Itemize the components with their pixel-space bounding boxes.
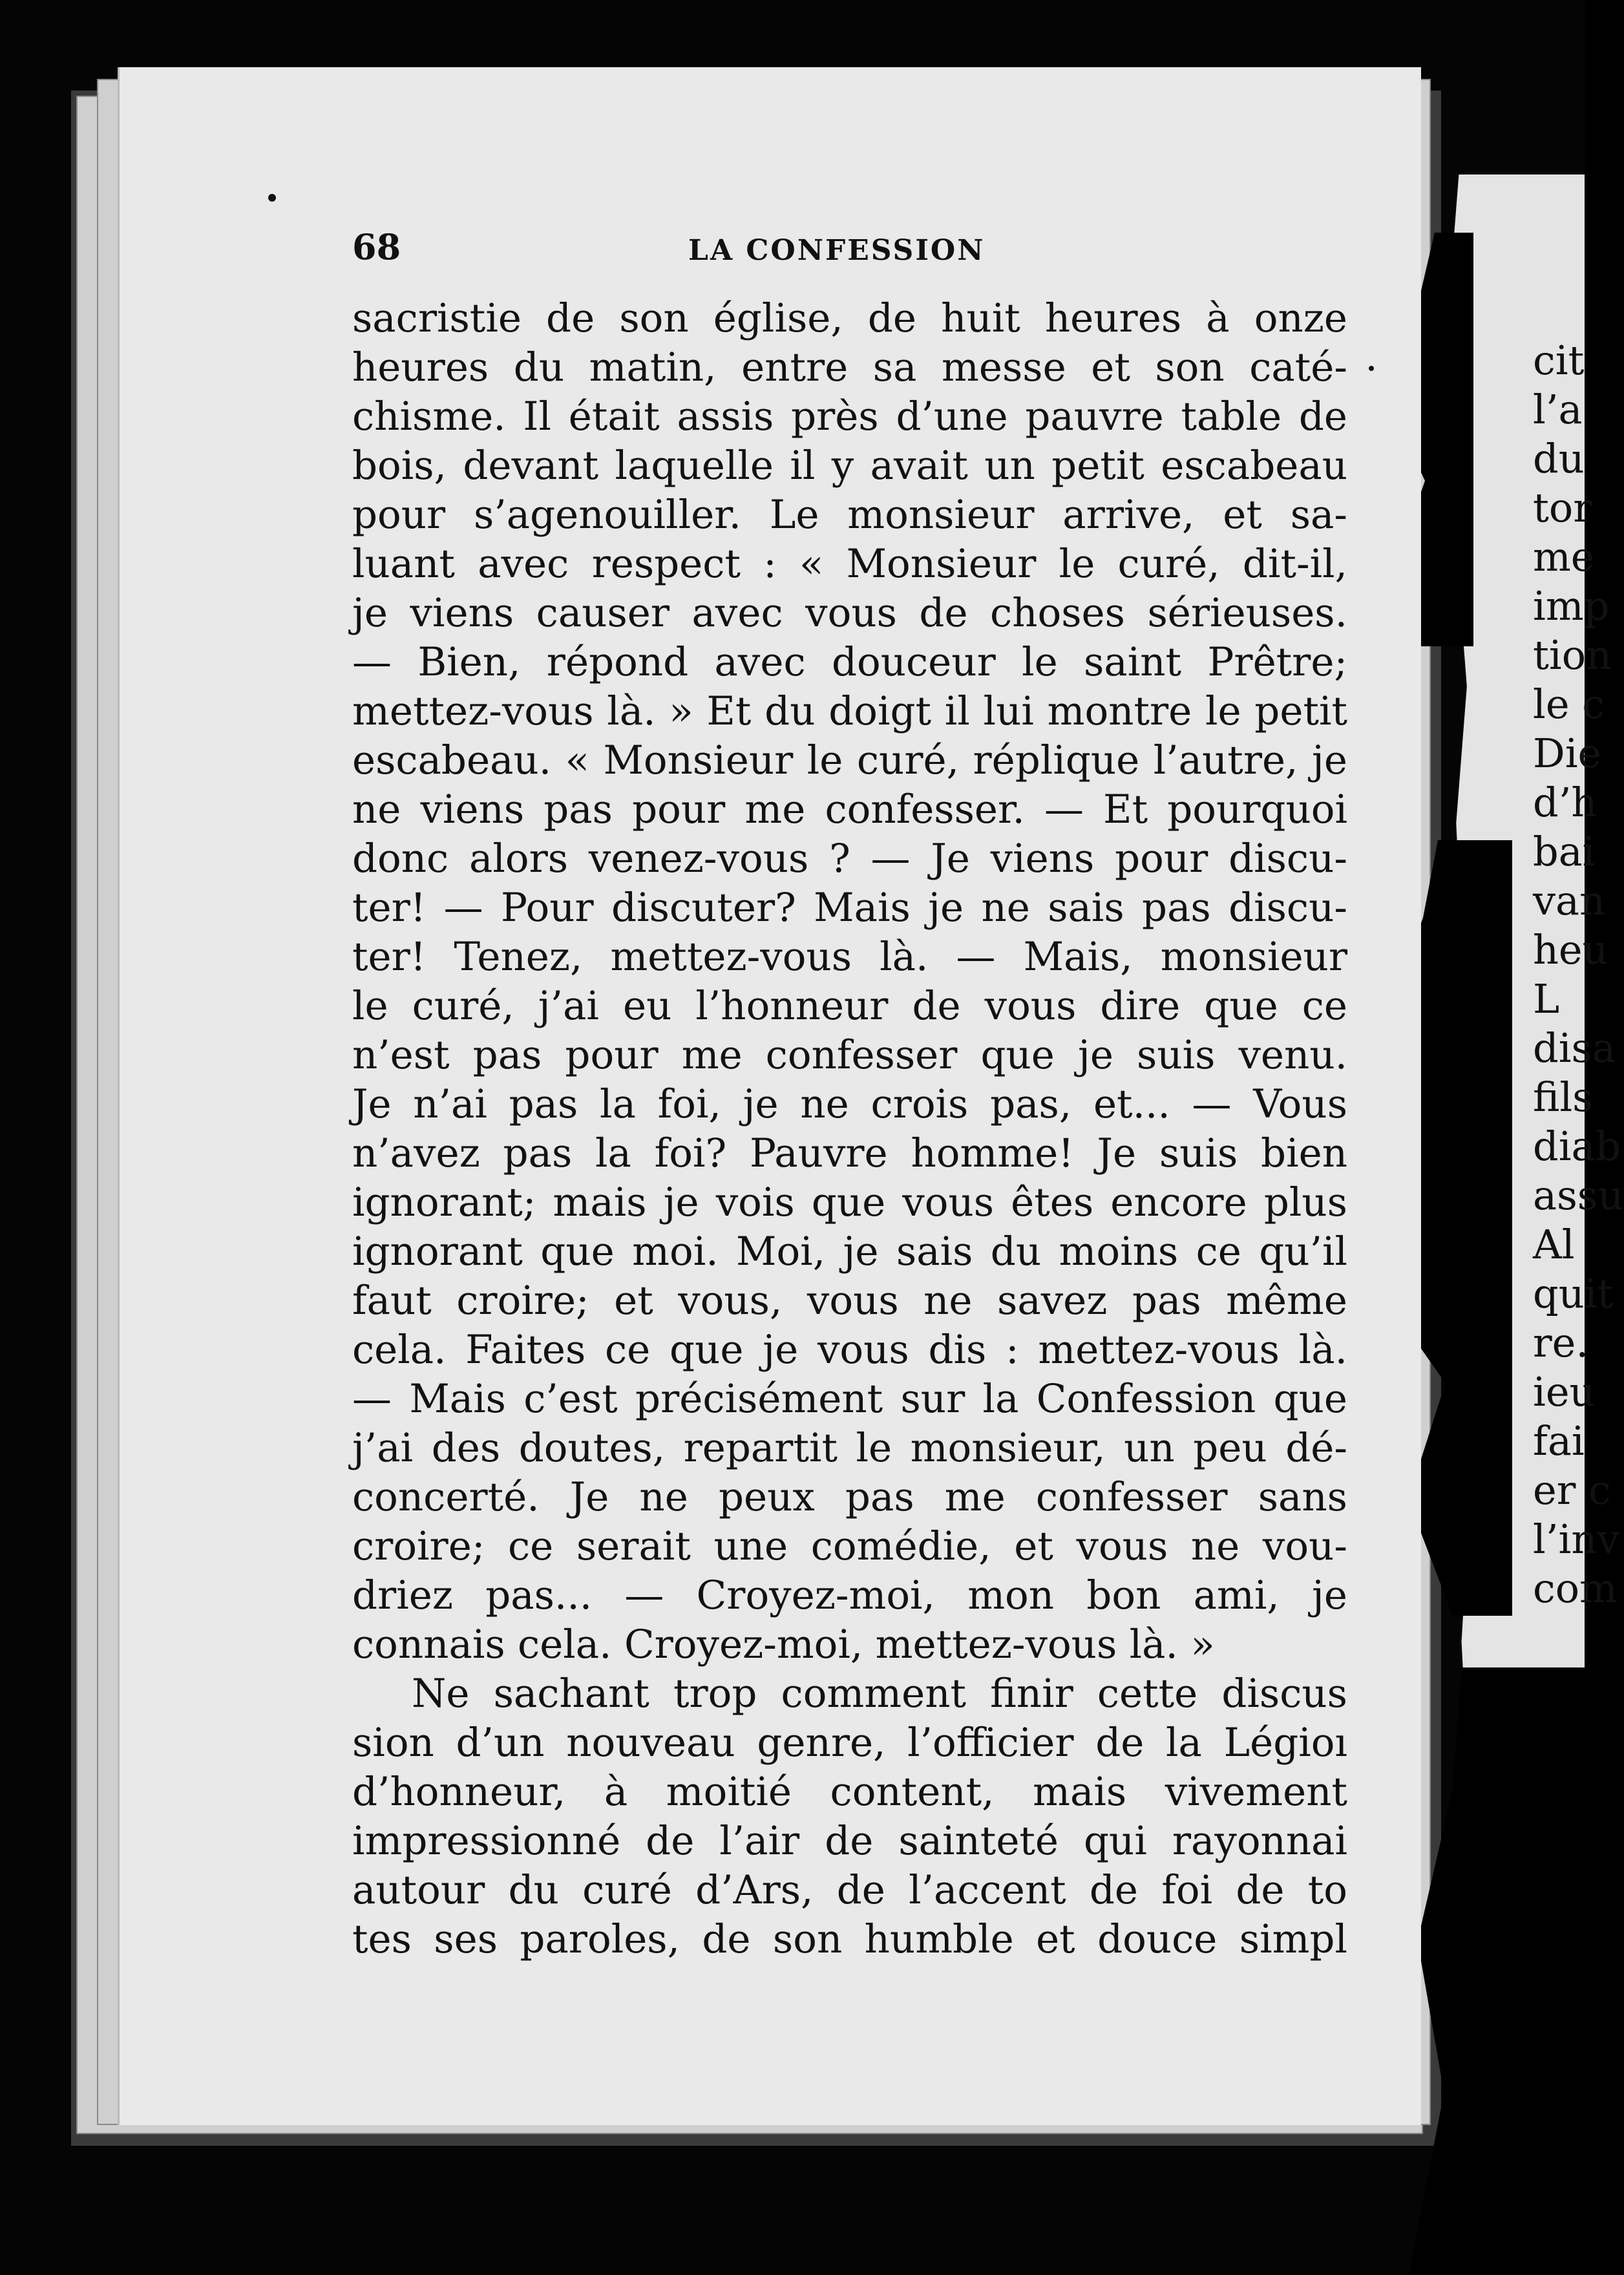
fragment-text: quit bbox=[1533, 1270, 1614, 1317]
page-number: 68 bbox=[352, 226, 401, 268]
text-line: donc alors venez-vous ? — Je viens pour discu- bbox=[352, 836, 1347, 882]
text-line: heures du matin, entre sa messe et son caté- bbox=[352, 344, 1347, 390]
text-line: Je n’ai pas la foi, je ne crois pas, et... — Vous bbox=[352, 1081, 1347, 1127]
fragment-text: L bbox=[1533, 975, 1560, 1022]
fragment-text: van bbox=[1533, 877, 1605, 924]
fragment-text: tor bbox=[1533, 484, 1592, 531]
fragment-text: d’h bbox=[1533, 779, 1598, 826]
text-line: n’est pas pour me confesser que je suis venu. bbox=[352, 1032, 1347, 1078]
text-line: ignorant que moi. Moi, je sais du moins ce qu’il bbox=[352, 1229, 1347, 1275]
text-line: tes ses paroles, de son humble et douce simpl bbox=[352, 1916, 1347, 1962]
text-line: sion d’un nouveau genre, l’officier de la Légioı bbox=[352, 1720, 1347, 1766]
ink-speck bbox=[1369, 366, 1374, 371]
text-line: driez pas... — Croyez-moi, mon bon ami, je bbox=[352, 1572, 1347, 1618]
text-line: je viens causer avec vous de choses sérieuses. bbox=[352, 590, 1347, 636]
text-line: luant avec respect : « Monsieur le curé, dit-il, bbox=[352, 541, 1347, 587]
fragment-text: me bbox=[1533, 533, 1595, 580]
text-line: — Bien, répond avec douceur le saint Prêtre; bbox=[352, 639, 1347, 685]
text-line: autour du curé d’Ars, de l’accent de foi de to bbox=[352, 1867, 1347, 1913]
fragment-text: com bbox=[1533, 1565, 1618, 1612]
text-line: croire; ce serait une comédie, et vous ne vou- bbox=[352, 1523, 1347, 1569]
ink-speck bbox=[268, 194, 276, 202]
text-line: ter! — Pour discuter? Mais je ne sais pas discu- bbox=[352, 885, 1347, 931]
fragment-text: Die bbox=[1533, 730, 1602, 777]
fragment-text: disa bbox=[1533, 1024, 1616, 1072]
fragment-text: fils bbox=[1533, 1074, 1593, 1121]
text-line: faut croire; et vous, vous ne savez pas même bbox=[352, 1278, 1347, 1324]
fragment-text: heu bbox=[1533, 926, 1608, 973]
fragment-text: du bbox=[1533, 435, 1585, 482]
text-line: concerté. Je ne peux pas me confesser sans bbox=[352, 1474, 1347, 1520]
text-line: — Mais c’est précisément sur la Confession que bbox=[352, 1376, 1347, 1422]
page-header bbox=[352, 226, 1347, 278]
text-line: ne viens pas pour me confesser. — Et pourquoi bbox=[352, 787, 1347, 832]
text-line: chisme. Il était assis près d’une pauvre table de bbox=[352, 394, 1347, 439]
text-line: ignorant; mais je vois que vous êtes encore plus bbox=[352, 1180, 1347, 1225]
text-line: d’honneur, à moitié content, mais vivement bbox=[352, 1769, 1347, 1815]
fragment-text: cit bbox=[1533, 337, 1585, 384]
fragment-text: l’a bbox=[1533, 386, 1583, 433]
text-line: mettez-vous là. » Et du doigt il lui montre le petit bbox=[352, 688, 1347, 734]
fragment-text: diab bbox=[1533, 1123, 1621, 1170]
body-text bbox=[352, 294, 1347, 1964]
text-line: n’avez pas la foi? Pauvre homme! Je suis bien bbox=[352, 1130, 1347, 1176]
text-line: j’ai des doutes, repartit le monsieur, un peu dé- bbox=[352, 1425, 1347, 1471]
fragment-text: l’inv bbox=[1533, 1516, 1620, 1563]
text-line: connais cela. Croyez-moi, mettez-vous là. » bbox=[352, 1622, 1215, 1667]
fragment-text: er c bbox=[1533, 1466, 1611, 1514]
fragment-text: Al bbox=[1533, 1221, 1575, 1268]
fragment-text: assu bbox=[1533, 1172, 1624, 1219]
running-title: LA CONFESSION bbox=[688, 234, 986, 267]
text-line: impressionné de l’air de sainteté qui rayonnai bbox=[352, 1818, 1347, 1864]
fragment-text: re. bbox=[1533, 1319, 1589, 1366]
fragment-text: fai bbox=[1533, 1417, 1585, 1465]
text-line: sacristie de son église, de huit heures à onze bbox=[352, 295, 1347, 341]
text-line: ter! Tenez, mettez-vous là. — Mais, monsieur bbox=[352, 934, 1347, 980]
text-line: escabeau. « Monsieur le curé, réplique l’autre, je bbox=[352, 737, 1347, 783]
fragment-text: imp bbox=[1533, 582, 1610, 630]
text-line: Ne sachant trop comment finir cette discus bbox=[412, 1671, 1347, 1717]
text-line: cela. Faites ce que je vous dis : mettez-vous là. bbox=[352, 1327, 1347, 1373]
fragment-text: tion bbox=[1533, 631, 1612, 679]
text-line: bois, devant laquelle il y avait un petit escabeau bbox=[352, 443, 1347, 489]
text-line: le curé, j’ai eu l’honneur de vous dire que ce bbox=[352, 983, 1347, 1029]
fragment-text: ieu bbox=[1533, 1368, 1596, 1415]
fragment-text: bai bbox=[1533, 828, 1596, 875]
fragment-text: le c bbox=[1533, 681, 1605, 728]
text-line: pour s’agenouiller. Le monsieur arrive, et sa- bbox=[352, 492, 1347, 538]
